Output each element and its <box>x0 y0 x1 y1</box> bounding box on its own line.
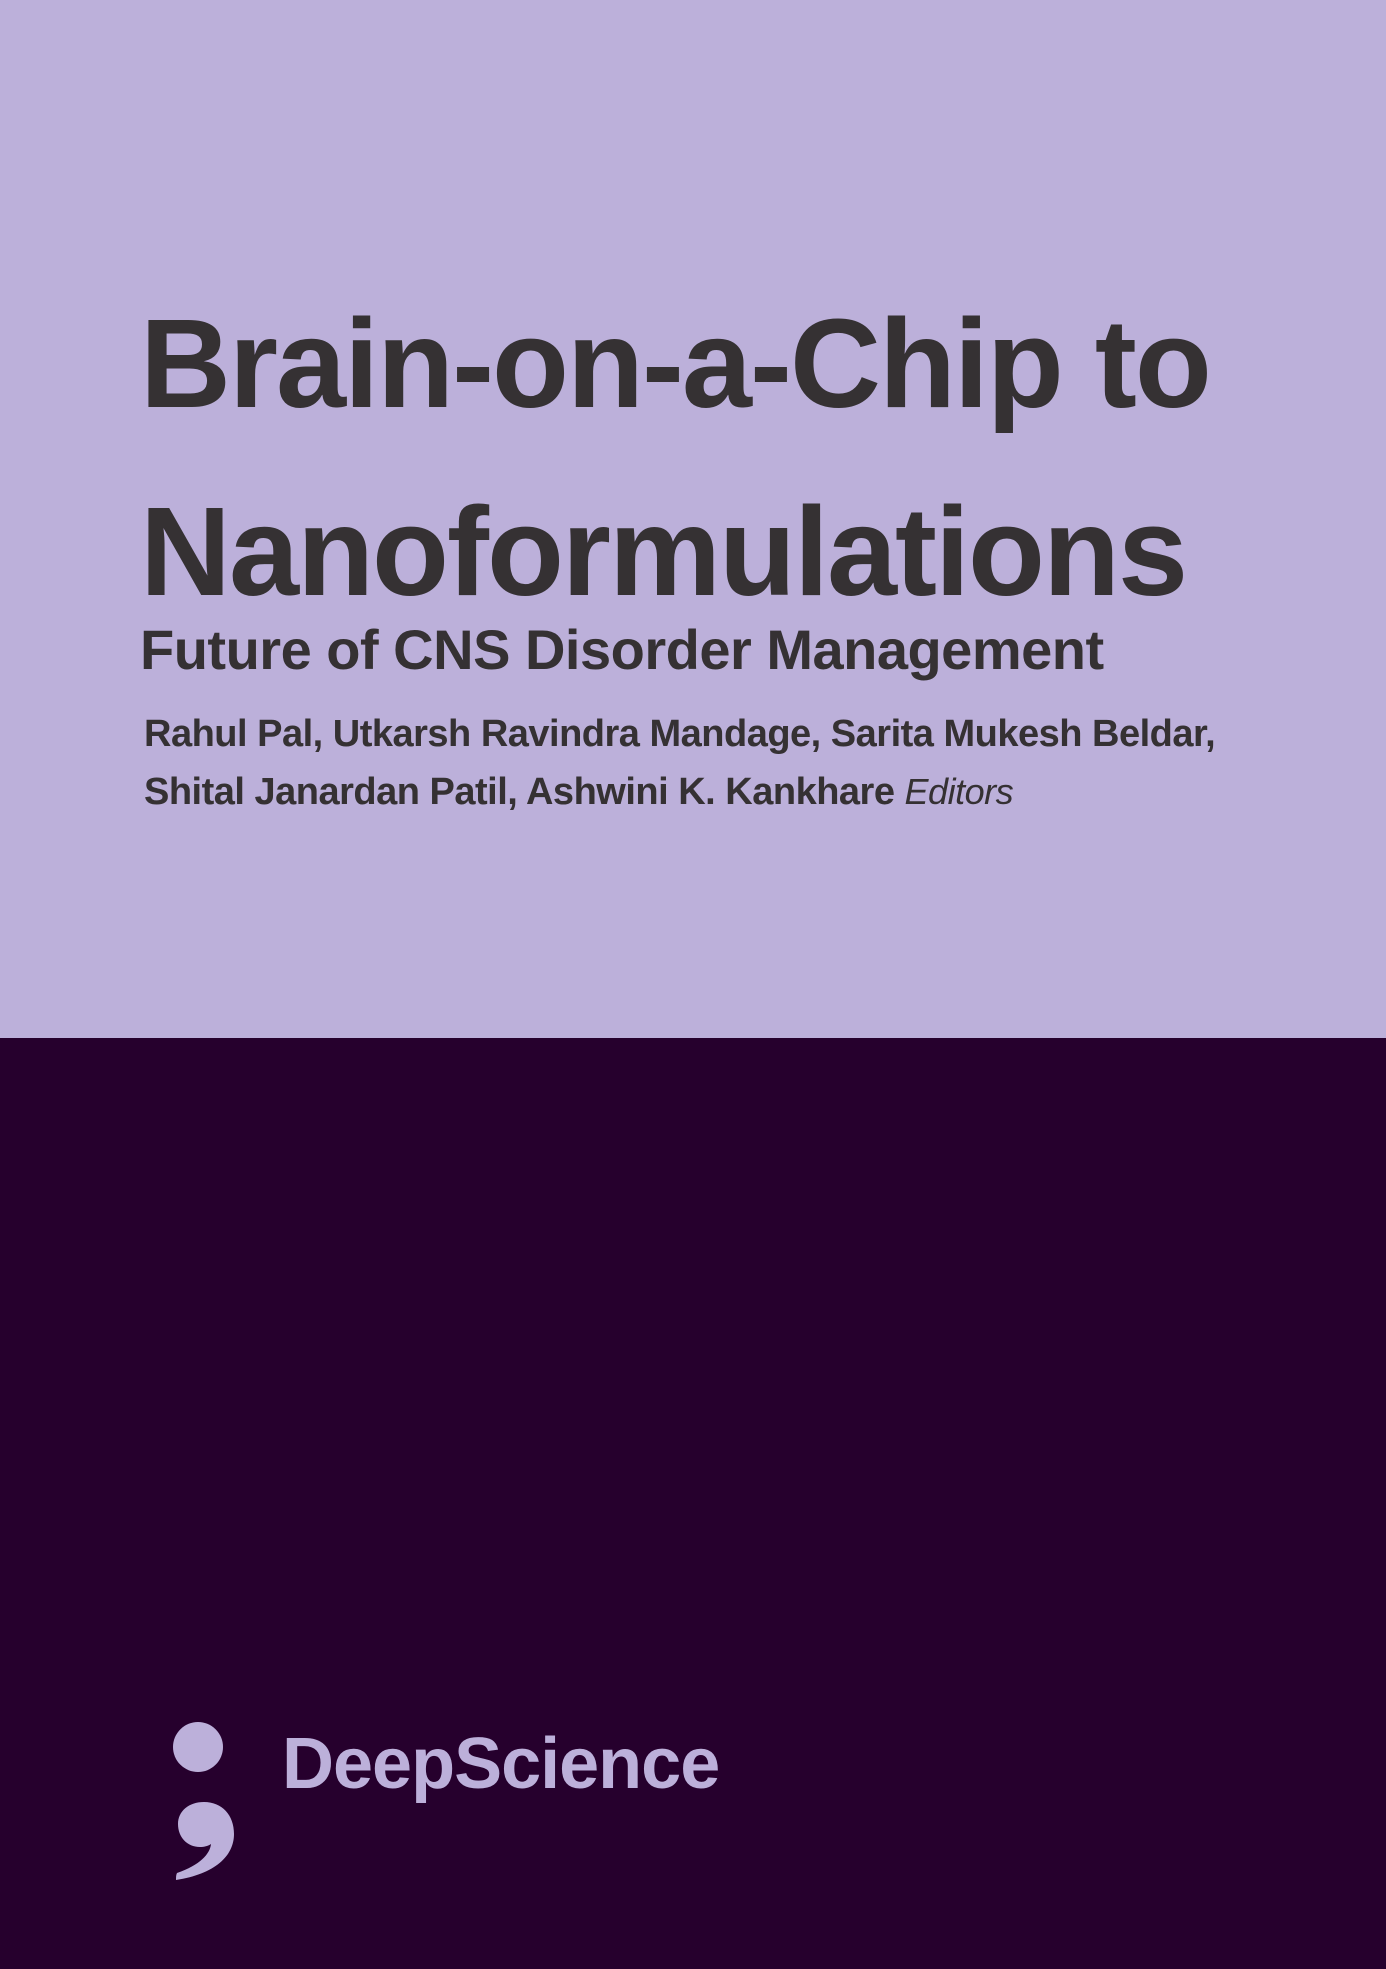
editors-role: Editors <box>904 771 1014 812</box>
editors-line-2 <box>144 763 1215 821</box>
editors-names: Shital Janardan Patil, Ashwini K. Kankhare <box>144 771 895 813</box>
book-title-line-1: Brain-on-a-Chip to <box>140 293 1210 434</box>
book-title <box>140 270 1210 646</box>
editors-block <box>144 705 1215 821</box>
publisher-name: DeepScience <box>282 1724 720 1804</box>
book-subtitle: Future of CNS Disorder Management <box>140 618 1104 681</box>
editors-line-1: Rahul Pal, Utkarsh Ravindra Mandage, Sarita Mukesh Beldar, <box>144 713 1216 755</box>
publisher-logo <box>168 1720 888 1890</box>
semicolon-logo-icon <box>168 1720 234 1880</box>
book-title-line-2: Nanoformulations <box>140 481 1187 622</box>
